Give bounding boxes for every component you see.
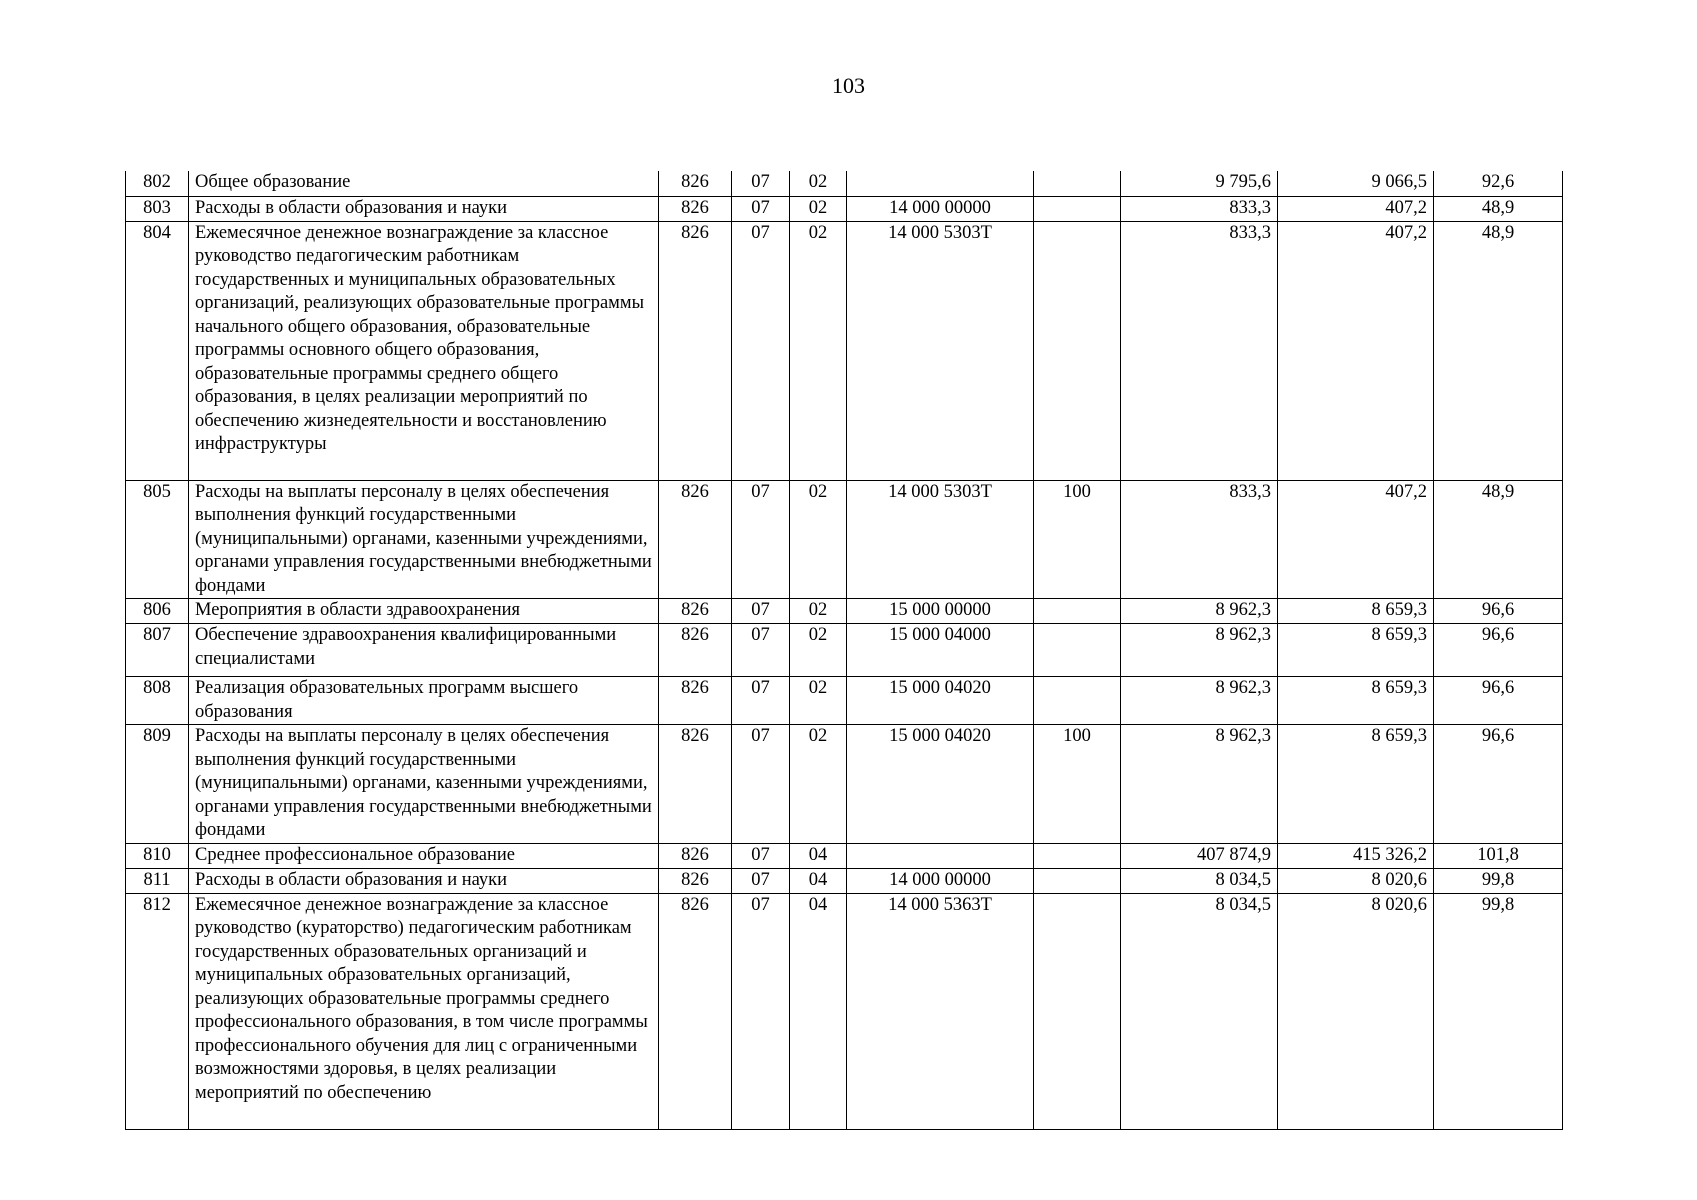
subsection-code-cell: 04 bbox=[790, 843, 847, 868]
department-code-cell: 826 bbox=[659, 725, 732, 844]
actual-amount-cell: 8 020,6 bbox=[1278, 893, 1434, 1129]
execution-percent-cell: 99,8 bbox=[1434, 893, 1563, 1129]
row-number-cell: 808 bbox=[126, 677, 189, 725]
item-name-cell: Расходы на выплаты персоналу в целях обеспечения выполнения функций государственными (муниципальными) органами, казенными учреждениями, органами управления государственными внебюджетными фондами bbox=[189, 725, 659, 844]
subsection-code-cell: 04 bbox=[790, 868, 847, 893]
item-name-cell: Ежемесячное денежное вознаграждение за классное руководство педагогическим работникам государственных и муниципальных образовательных организаций, реализующих образовательные программы начального общего образования, образовательные программы основного общего образования, образовательные программы среднего общего образования, в целях реализации мероприятий по обеспечению жизнедеятельности и восстановлению инфраструктуры bbox=[189, 221, 659, 480]
execution-percent-cell: 96,6 bbox=[1434, 599, 1563, 624]
table-row bbox=[126, 480, 1563, 599]
target-article-cell: 15 000 04020 bbox=[847, 677, 1034, 725]
subsection-code-cell: 02 bbox=[790, 624, 847, 677]
execution-percent-cell: 48,9 bbox=[1434, 196, 1563, 221]
execution-percent-cell: 96,6 bbox=[1434, 624, 1563, 677]
item-name-cell: Расходы в области образования и науки bbox=[189, 196, 659, 221]
subsection-code-cell: 02 bbox=[790, 677, 847, 725]
execution-percent-cell: 101,8 bbox=[1434, 843, 1563, 868]
actual-amount-cell: 407,2 bbox=[1278, 196, 1434, 221]
row-number-cell: 806 bbox=[126, 599, 189, 624]
expense-type-cell: 100 bbox=[1034, 725, 1121, 844]
row-number-cell: 804 bbox=[126, 221, 189, 480]
item-name-cell: Обеспечение здравоохранения квалифицированными специалистами bbox=[189, 624, 659, 677]
page-number: 103 bbox=[832, 73, 865, 98]
item-name-cell: Общее образование bbox=[189, 171, 659, 196]
expense-type-cell: 100 bbox=[1034, 480, 1121, 599]
section-code-cell: 07 bbox=[732, 725, 790, 844]
expense-type-cell bbox=[1034, 893, 1121, 1129]
department-code-cell: 826 bbox=[659, 868, 732, 893]
target-article-cell: 14 000 5303Т bbox=[847, 480, 1034, 599]
execution-percent-cell: 48,9 bbox=[1434, 480, 1563, 599]
section-code-cell: 07 bbox=[732, 196, 790, 221]
section-code-cell: 07 bbox=[732, 893, 790, 1129]
expense-type-cell bbox=[1034, 171, 1121, 196]
execution-percent-cell: 99,8 bbox=[1434, 868, 1563, 893]
planned-amount-cell: 8 034,5 bbox=[1121, 893, 1278, 1129]
expense-type-cell bbox=[1034, 677, 1121, 725]
actual-amount-cell: 8 659,3 bbox=[1278, 599, 1434, 624]
department-code-cell: 826 bbox=[659, 843, 732, 868]
subsection-code-cell: 02 bbox=[790, 171, 847, 196]
table-row bbox=[126, 196, 1563, 221]
budget-table bbox=[125, 171, 1563, 1130]
row-number-cell: 811 bbox=[126, 868, 189, 893]
table-row bbox=[126, 624, 1563, 677]
expense-type-cell bbox=[1034, 196, 1121, 221]
section-code-cell: 07 bbox=[732, 624, 790, 677]
item-name-cell: Мероприятия в области здравоохранения bbox=[189, 599, 659, 624]
planned-amount-cell: 833,3 bbox=[1121, 196, 1278, 221]
item-name-cell: Реализация образовательных программ высшего образования bbox=[189, 677, 659, 725]
expense-type-cell bbox=[1034, 843, 1121, 868]
department-code-cell: 826 bbox=[659, 480, 732, 599]
department-code-cell: 826 bbox=[659, 677, 732, 725]
section-code-cell: 07 bbox=[732, 221, 790, 480]
department-code-cell: 826 bbox=[659, 196, 732, 221]
table-row bbox=[126, 843, 1563, 868]
table-row bbox=[126, 171, 1563, 196]
section-code-cell: 07 bbox=[732, 171, 790, 196]
section-code-cell: 07 bbox=[732, 599, 790, 624]
expense-type-cell bbox=[1034, 599, 1121, 624]
actual-amount-cell: 415 326,2 bbox=[1278, 843, 1434, 868]
target-article-cell bbox=[847, 843, 1034, 868]
section-code-cell: 07 bbox=[732, 868, 790, 893]
expense-type-cell bbox=[1034, 624, 1121, 677]
department-code-cell: 826 bbox=[659, 893, 732, 1129]
item-name-cell: Расходы на выплаты персоналу в целях обеспечения выполнения функций государственными (муниципальными) органами, казенными учреждениями, органами управления государственными внебюджетными фондами bbox=[189, 480, 659, 599]
section-code-cell: 07 bbox=[732, 677, 790, 725]
target-article-cell: 15 000 00000 bbox=[847, 599, 1034, 624]
planned-amount-cell: 8 034,5 bbox=[1121, 868, 1278, 893]
table-row bbox=[126, 677, 1563, 725]
row-number-cell: 805 bbox=[126, 480, 189, 599]
row-number-cell: 807 bbox=[126, 624, 189, 677]
expense-type-cell bbox=[1034, 221, 1121, 480]
subsection-code-cell: 02 bbox=[790, 196, 847, 221]
actual-amount-cell: 407,2 bbox=[1278, 480, 1434, 599]
subsection-code-cell: 02 bbox=[790, 725, 847, 844]
section-code-cell: 07 bbox=[732, 843, 790, 868]
table-row bbox=[126, 599, 1563, 624]
table-row bbox=[126, 893, 1563, 1129]
planned-amount-cell: 9 795,6 bbox=[1121, 171, 1278, 196]
department-code-cell: 826 bbox=[659, 599, 732, 624]
actual-amount-cell: 8 020,6 bbox=[1278, 868, 1434, 893]
planned-amount-cell: 8 962,3 bbox=[1121, 599, 1278, 624]
table-body bbox=[126, 171, 1563, 1129]
planned-amount-cell: 407 874,9 bbox=[1121, 843, 1278, 868]
actual-amount-cell: 407,2 bbox=[1278, 221, 1434, 480]
expense-type-cell bbox=[1034, 868, 1121, 893]
row-number-cell: 810 bbox=[126, 843, 189, 868]
execution-percent-cell: 92,6 bbox=[1434, 171, 1563, 196]
department-code-cell: 826 bbox=[659, 171, 732, 196]
item-name-cell: Среднее профессиональное образование bbox=[189, 843, 659, 868]
actual-amount-cell: 9 066,5 bbox=[1278, 171, 1434, 196]
planned-amount-cell: 8 962,3 bbox=[1121, 677, 1278, 725]
planned-amount-cell: 833,3 bbox=[1121, 221, 1278, 480]
subsection-code-cell: 02 bbox=[790, 599, 847, 624]
row-number-cell: 812 bbox=[126, 893, 189, 1129]
target-article-cell: 14 000 00000 bbox=[847, 196, 1034, 221]
planned-amount-cell: 833,3 bbox=[1121, 480, 1278, 599]
target-article-cell: 15 000 04000 bbox=[847, 624, 1034, 677]
row-number-cell: 809 bbox=[126, 725, 189, 844]
target-article-cell: 14 000 00000 bbox=[847, 868, 1034, 893]
table-row bbox=[126, 868, 1563, 893]
subsection-code-cell: 02 bbox=[790, 221, 847, 480]
target-article-cell: 14 000 5303Т bbox=[847, 221, 1034, 480]
target-article-cell: 14 000 5363Т bbox=[847, 893, 1034, 1129]
target-article-cell bbox=[847, 171, 1034, 196]
actual-amount-cell: 8 659,3 bbox=[1278, 725, 1434, 844]
planned-amount-cell: 8 962,3 bbox=[1121, 624, 1278, 677]
department-code-cell: 826 bbox=[659, 624, 732, 677]
subsection-code-cell: 04 bbox=[790, 893, 847, 1129]
section-code-cell: 07 bbox=[732, 480, 790, 599]
table-row bbox=[126, 221, 1563, 480]
execution-percent-cell: 96,6 bbox=[1434, 725, 1563, 844]
row-number-cell: 803 bbox=[126, 196, 189, 221]
item-name-cell: Ежемесячное денежное вознаграждение за классное руководство (кураторство) педагогическим работникам государственных образовательных организаций и муниципальных образовательных организаций, реализующих образовательные программы среднего профессионального образования, в том числе программы профессионального обучения для лиц с ограниченными возможностями здоровья, в целях реализации мероприятий по обеспечению bbox=[189, 893, 659, 1129]
row-number-cell: 802 bbox=[126, 171, 189, 196]
actual-amount-cell: 8 659,3 bbox=[1278, 624, 1434, 677]
actual-amount-cell: 8 659,3 bbox=[1278, 677, 1434, 725]
execution-percent-cell: 48,9 bbox=[1434, 221, 1563, 480]
table-row bbox=[126, 725, 1563, 844]
planned-amount-cell: 8 962,3 bbox=[1121, 725, 1278, 844]
target-article-cell: 15 000 04020 bbox=[847, 725, 1034, 844]
execution-percent-cell: 96,6 bbox=[1434, 677, 1563, 725]
item-name-cell: Расходы в области образования и науки bbox=[189, 868, 659, 893]
department-code-cell: 826 bbox=[659, 221, 732, 480]
subsection-code-cell: 02 bbox=[790, 480, 847, 599]
